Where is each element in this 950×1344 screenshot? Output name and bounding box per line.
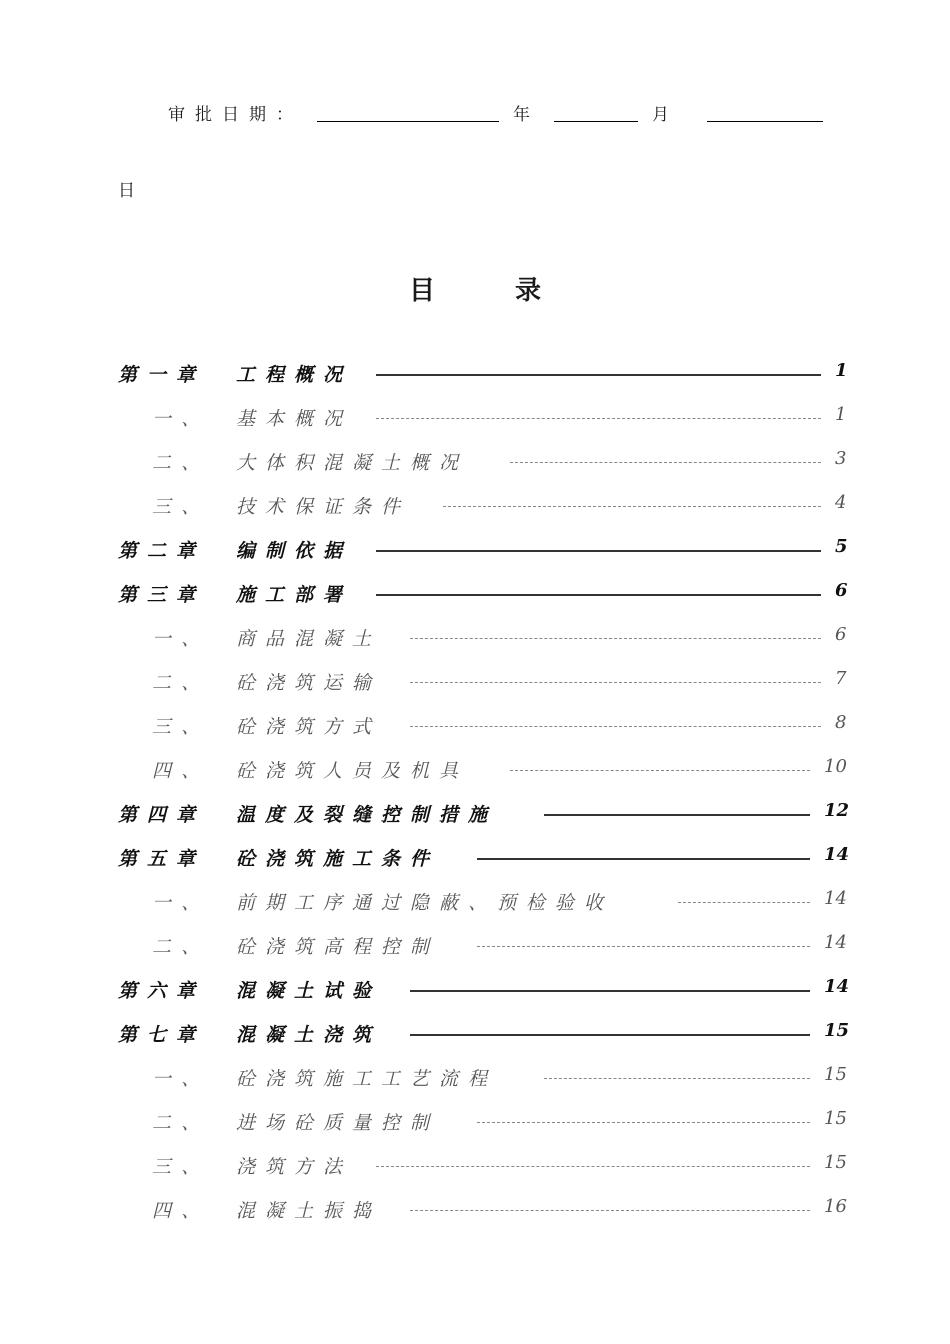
toc-entry-title: 砼浇筑施工工艺流程 [236, 1068, 498, 1090]
toc-section-entry [0, 748, 950, 792]
toc-entry-page: 8 [835, 712, 847, 733]
toc-section-entry [0, 1188, 950, 1232]
toc-leader-line [376, 374, 821, 376]
toc-entry-number: 第五章 [118, 848, 206, 870]
toc-section-entry [0, 924, 950, 968]
toc-entry-title: 砼浇筑施工条件 [236, 848, 440, 870]
toc-entry-title: 浇筑方法 [236, 1156, 353, 1178]
toc-leader-line [477, 1122, 811, 1123]
toc-leader-line [376, 550, 821, 552]
toc-section-entry [0, 1144, 950, 1188]
toc-chapter-entry [0, 352, 950, 396]
toc-entry-number: 一、 [152, 408, 211, 430]
toc-entry-number: 第三章 [118, 584, 206, 606]
toc-leader-line [410, 638, 822, 639]
toc-chapter-entry [0, 792, 950, 836]
toc-entry-page: 15 [824, 1152, 847, 1173]
toc-title-char: 录 [515, 276, 542, 306]
toc-chapter-entry [0, 572, 950, 616]
toc-entry-title: 进场砼质量控制 [236, 1112, 440, 1134]
toc-entry-title: 温度及裂缝控制措施 [236, 804, 498, 826]
toc-entry-number: 三、 [152, 716, 211, 738]
toc-leader-line [410, 682, 822, 683]
toc-entry-page: 14 [824, 976, 850, 997]
toc-leader-line [410, 1034, 811, 1036]
toc-leader-line [376, 1166, 810, 1167]
day-blank [707, 103, 823, 122]
toc-entry-page: 15 [824, 1020, 850, 1041]
toc-section-entry [0, 704, 950, 748]
toc-entry-number: 二、 [152, 1112, 211, 1134]
toc-entry-number: 二、 [152, 672, 211, 694]
toc-entry-page: 5 [835, 536, 848, 557]
month-blank [554, 103, 638, 122]
toc-entry-page: 7 [835, 668, 847, 689]
toc-entry-title: 砼浇筑人员及机具 [236, 760, 469, 782]
toc-entry-number: 四、 [152, 1200, 211, 1222]
toc-entry-number: 一、 [152, 628, 211, 650]
toc-entry-number: 四、 [152, 760, 211, 782]
toc-entry-number: 第四章 [118, 804, 206, 826]
toc-entry-title: 商品混凝土 [236, 628, 382, 650]
toc-entry-number: 一、 [152, 892, 211, 914]
toc-chapter-entry [0, 1012, 950, 1056]
toc-leader-line [510, 462, 821, 463]
toc-entry-title: 混凝土浇筑 [236, 1024, 382, 1046]
toc-entry-page: 14 [824, 932, 847, 953]
toc-entry-title: 工程概况 [236, 364, 353, 386]
toc-title-char: 目 [408, 276, 435, 306]
toc-entry-title: 混凝土振捣 [236, 1200, 382, 1222]
approval-date-line [168, 100, 837, 125]
toc-section-entry [0, 1056, 950, 1100]
toc-entry-number: 第一章 [118, 364, 206, 386]
toc-leader-line [410, 990, 811, 992]
toc-entry-page: 12 [824, 800, 850, 821]
year-blank [317, 103, 499, 122]
toc-leader-line [477, 858, 811, 860]
toc-entry-number: 三、 [152, 496, 211, 518]
toc-entry-title: 砼浇筑方式 [236, 716, 382, 738]
toc-leader-line [376, 418, 821, 419]
toc-entry-number: 二、 [152, 936, 211, 958]
toc-section-entry [0, 484, 950, 528]
toc-entry-title: 技术保证条件 [236, 496, 411, 518]
year-label: 年 [513, 105, 540, 125]
toc-section-entry [0, 660, 950, 704]
toc-leader-line [544, 814, 811, 816]
day-label: 日 [118, 181, 135, 201]
toc-entry-title: 砼浇筑高程控制 [236, 936, 440, 958]
toc-leader-line [544, 1078, 811, 1079]
toc-entry-page: 10 [824, 756, 847, 777]
toc-chapter-entry [0, 836, 950, 880]
toc-section-entry [0, 616, 950, 660]
toc-leader-line [376, 594, 821, 596]
toc-leader-line [678, 902, 811, 903]
toc-entry-page: 3 [835, 448, 847, 469]
toc-entry-page: 1 [835, 404, 847, 425]
toc-entry-page: 15 [824, 1108, 847, 1129]
toc-entry-page: 16 [824, 1196, 847, 1217]
toc-section-entry [0, 880, 950, 924]
month-label: 月 [652, 105, 679, 125]
toc-leader-line [410, 726, 822, 727]
toc-entry-number: 第七章 [118, 1024, 206, 1046]
toc-entry-number: 三、 [152, 1156, 211, 1178]
toc-entry-page: 4 [835, 492, 847, 513]
toc-leader-line [443, 506, 821, 507]
toc-leader-line [477, 946, 811, 947]
toc-chapter-entry [0, 528, 950, 572]
toc-entry-number: 一、 [152, 1068, 211, 1090]
toc-entry-page: 1 [835, 360, 848, 381]
toc-entry-title: 编制依据 [236, 540, 353, 562]
approval-date-label: 审批日期： [168, 105, 303, 125]
toc-entry-number: 二、 [152, 452, 211, 474]
toc-entry-number: 第二章 [118, 540, 206, 562]
toc-leader-line [410, 1210, 811, 1211]
toc-entry-page: 15 [824, 1064, 847, 1085]
toc-entry-page: 6 [835, 624, 847, 645]
toc-entry-page: 14 [824, 844, 850, 865]
toc-entry-title: 混凝土试验 [236, 980, 382, 1002]
toc-section-entry [0, 1100, 950, 1144]
toc-entry-title: 砼浇筑运输 [236, 672, 382, 694]
toc-chapter-entry [0, 968, 950, 1012]
toc-entry-title: 基本概况 [236, 408, 353, 430]
toc-title [0, 270, 950, 307]
toc-section-entry [0, 396, 950, 440]
toc-entry-title: 大体积混凝土概况 [236, 452, 469, 474]
toc-leader-line [510, 770, 810, 771]
toc-entry-number: 第六章 [118, 980, 206, 1002]
toc-entry-title: 前期工序通过隐蔽、预检验收 [236, 892, 614, 914]
toc-entry-page: 6 [835, 580, 848, 601]
toc-section-entry [0, 440, 950, 484]
toc-entry-title: 施工部署 [236, 584, 353, 606]
toc-entry-page: 14 [824, 888, 847, 909]
